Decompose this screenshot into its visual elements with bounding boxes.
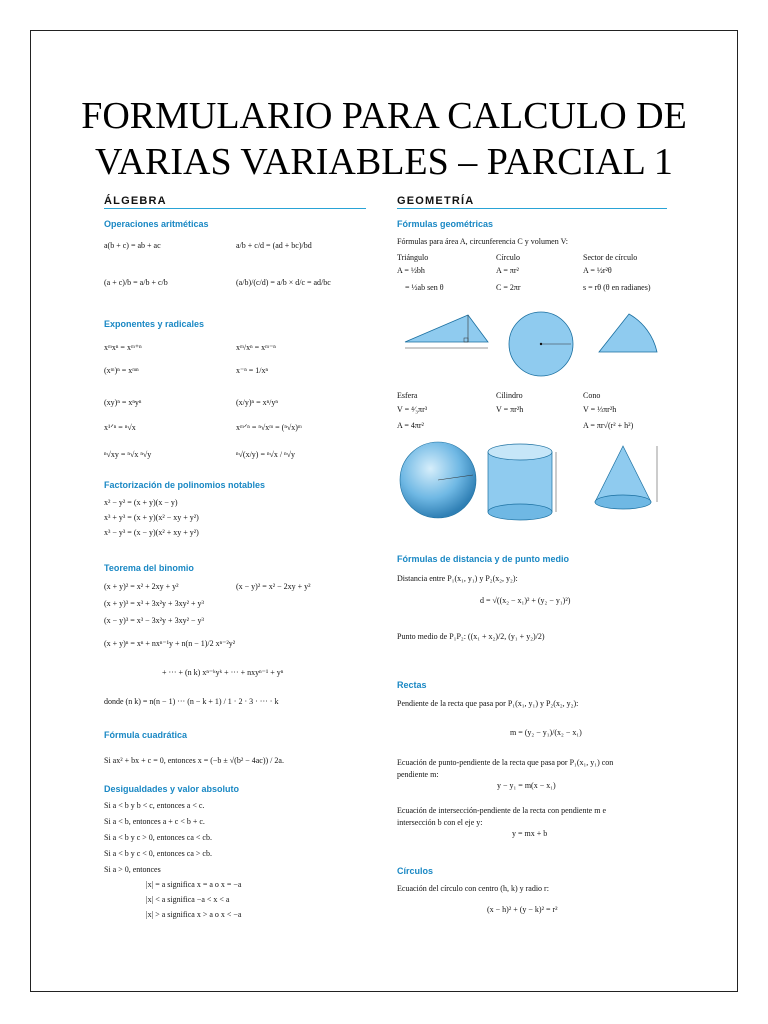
ineq-heading: Desigualdades y valor absoluto <box>104 784 240 794</box>
circle-circumference: C = 2πr <box>496 283 521 292</box>
fact-heading: Factorización de polinomios notables <box>104 480 266 490</box>
sector-figure <box>595 310 665 360</box>
quad-formula: Si ax² + bx + c = 0, entonces x = (−b ± √(b² − 4ac)) / 2a. <box>104 756 284 765</box>
exp-formula-9: ⁿ√xy = ⁿ√x ⁿ√y <box>104 450 152 459</box>
exp-formula-3: (xᵐ)ⁿ = xᵐⁿ <box>104 366 139 375</box>
geo-forms-intro: Fórmulas para área A, circunferencia C y volumen V: <box>397 237 568 246</box>
ineq-line-5: Si a > 0, entonces <box>104 865 161 874</box>
binom-formula-2: (x − y)² = x² − 2xy + y² <box>236 582 311 591</box>
ineq-line-6: |x| = a significa x = a o x = −a <box>146 880 242 889</box>
algebra-heading: ÁLGEBRA <box>104 195 167 207</box>
cylinder-figure <box>484 442 574 524</box>
rectas-slope-intercept: y = mx + b <box>512 829 548 838</box>
ineq-line-7: |x| < a significa −a < x < a <box>146 895 230 904</box>
sphere-volume: V = ⁴⁄₃πr³ <box>397 405 428 414</box>
rectas-line-2b: pendiente m: <box>397 770 439 779</box>
geometria-rule <box>397 208 667 209</box>
ineq-line-1: Si a < b y b < c, entonces a < c. <box>104 801 205 810</box>
binom-formula-5: (x + y)ⁿ = xⁿ + nxⁿ⁻¹y + n(n − 1)/2 xⁿ⁻²y² <box>104 639 236 648</box>
sector-arc: s = rθ (θ en radianes) <box>583 283 651 292</box>
cylinder-volume: V = πr²h <box>496 405 524 414</box>
rectas-heading: Rectas <box>397 680 427 690</box>
ineq-line-2: Si a < b, entonces a + c < b + c. <box>104 817 205 826</box>
geo-forms-heading: Fórmulas geométricas <box>397 219 494 229</box>
sphere-figure <box>397 440 483 522</box>
exp-formula-8: xᵐᐟⁿ = ⁿ√xᵐ = (ⁿ√x)ᵐ <box>236 423 302 432</box>
fact-formula-2: x³ + y³ = (x + y)(x² − xy + y²) <box>104 513 199 522</box>
fact-formula-1: x² − y² = (x + y)(x − y) <box>104 498 178 507</box>
rectas-line-1: Pendiente de la recta que pasa por P₁(x₁, y₁) y P₂(x₂, y₂): <box>397 699 579 708</box>
binom-formula-1: (x + y)² = x² + 2xy + y² <box>104 582 179 591</box>
exp-heading: Exponentes y radicales <box>104 319 205 329</box>
binom-formula-7: donde (n k) = n(n − 1) ··· (n − k + 1) / 1 · 2 · 3 · ··· · k <box>104 697 279 706</box>
circle-label: Círculo <box>496 253 520 262</box>
cone-area: A = πr√(r² + h²) <box>583 421 634 430</box>
circulos-line-1: Ecuación del círculo con centro (h, k) y radio r: <box>397 884 549 893</box>
ops-heading: Operaciones aritméticas <box>104 219 209 229</box>
binom-formula-3: (x + y)³ = x³ + 3x²y + 3xy² + y³ <box>104 599 204 608</box>
exp-formula-1: xᵐxⁿ = xᵐ⁺ⁿ <box>104 343 142 352</box>
sphere-label: Esfera <box>397 391 418 400</box>
ineq-line-3: Si a < b y c > 0, entonces ca < cb. <box>104 833 212 842</box>
triangle-figure <box>400 310 500 360</box>
triangle-label: Triángulo <box>397 253 429 262</box>
exp-formula-10: ⁿ√(x/y) = ⁿ√x / ⁿ√y <box>236 450 296 459</box>
quad-heading: Fórmula cuadrática <box>104 730 188 740</box>
binom-heading: Teorema del binomio <box>104 563 194 573</box>
exp-formula-6: (x/y)ⁿ = xⁿ/yⁿ <box>236 398 278 407</box>
rectas-point-slope: y − y₁ = m(x − x₁) <box>497 781 556 790</box>
dist-line-1: Distancia entre P₁(x₁, y₁) y P₂(x₂, y₂): <box>397 574 518 583</box>
fact-formula-3: x³ − y³ = (x − y)(x² + xy + y²) <box>104 528 199 537</box>
page-title-line-2: VARIAS VARIABLES – PARCIAL 1 <box>95 141 673 183</box>
dist-formula: d = √((x₂ − x₁)² + (y₂ − y₁)²) <box>480 596 571 605</box>
circle-area: A = πr² <box>496 266 519 275</box>
circulos-heading: Círculos <box>397 866 434 876</box>
dist-heading: Fórmulas de distancia y de punto medio <box>397 554 570 564</box>
midpoint-line: Punto medio de P₁P₂: ((x₁ + x₂)/2, (y₁ + y₂)/2) <box>397 632 545 641</box>
circulos-formula: (x − h)² + (y − k)² = r² <box>487 905 558 914</box>
binom-formula-6: + ··· + (n k) xⁿ⁻ᵏyᵏ + ··· + nxyⁿ⁻¹ + yⁿ <box>162 668 284 677</box>
page-title-line-1: FORMULARIO PARA CALCULO DE <box>81 95 687 137</box>
ops-formula-2: a/b + c/d = (ad + bc)/bd <box>236 241 312 250</box>
rectas-line-3: Ecuación de intersección-pendiente de la recta con pendiente m e <box>397 806 607 815</box>
exp-formula-5: (xy)ⁿ = xⁿyⁿ <box>104 398 142 407</box>
binom-formula-4: (x − y)³ = x³ − 3x²y + 3xy² − y³ <box>104 616 204 625</box>
sector-label: Sector de círculo <box>583 253 638 262</box>
triangle-area-2: = ½ab sen θ <box>405 283 444 292</box>
ops-formula-1: a(b + c) = ab + ac <box>104 241 161 250</box>
sector-area: A = ½r²θ <box>583 266 612 275</box>
cone-label: Cono <box>583 391 601 400</box>
sphere-area: A = 4πr² <box>397 421 424 430</box>
algebra-rule <box>104 208 366 209</box>
circle-figure <box>507 310 575 378</box>
triangle-area-1: A = ½bh <box>397 266 425 275</box>
ops-formula-3: (a + c)/b = a/b + c/b <box>104 278 168 287</box>
geometria-heading: GEOMETRÍA <box>397 195 475 207</box>
ineq-line-4: Si a < b y c < 0, entonces ca > cb. <box>104 849 212 858</box>
exp-formula-7: x¹ᐟⁿ = ⁿ√x <box>104 423 136 432</box>
rectas-slope-formula: m = (y₂ − y₁)/(x₂ − x₁) <box>510 728 582 737</box>
cylinder-label: Cilindro <box>496 391 523 400</box>
cone-volume: V = ⅓πr²h <box>583 405 617 414</box>
exp-formula-2: xᵐ/xⁿ = xᵐ⁻ⁿ <box>236 343 276 352</box>
ops-formula-4: (a/b)/(c/d) = a/b × d/c = ad/bc <box>236 278 331 287</box>
ineq-line-8: |x| > a significa x > a o x < −a <box>146 910 242 919</box>
rectas-line-3b: intersección b con el eje y: <box>397 818 483 827</box>
exp-formula-4: x⁻ⁿ = 1/xⁿ <box>236 366 268 375</box>
rectas-line-2: Ecuación de punto-pendiente de la recta que pasa por P₁(x₁, y₁) con <box>397 758 614 767</box>
cone-figure <box>587 444 667 526</box>
